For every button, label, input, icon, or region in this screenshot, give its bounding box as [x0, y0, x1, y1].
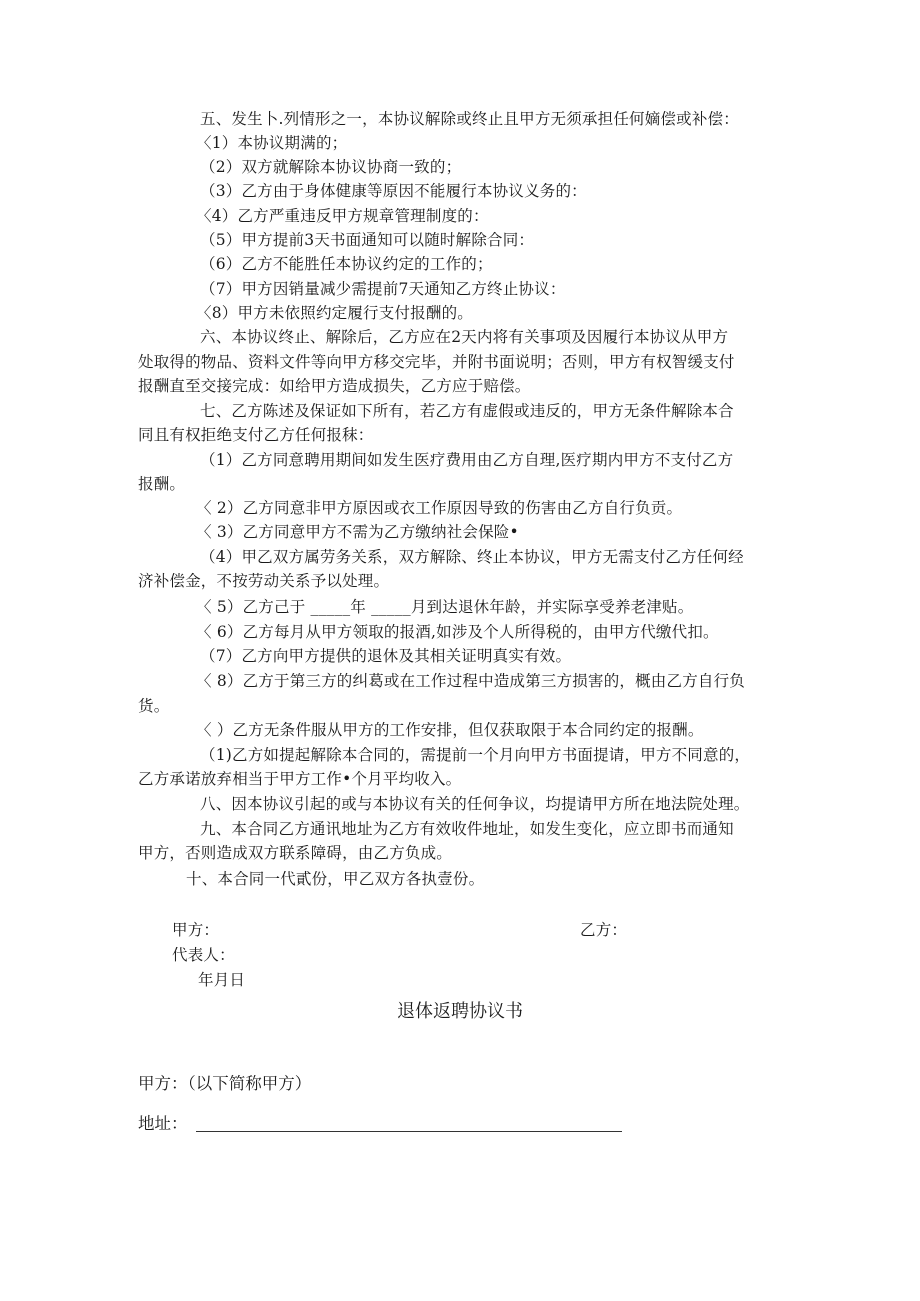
clause-7-heading-1: 七、乙方陈述及保证如下所有，若乙方有虚假或违反的，甲方无条件解除本合: [200, 402, 734, 420]
document-title: 退体返聘协议书: [397, 1001, 523, 1022]
clause-7-item-10: （1)乙方如提起解除本合同的，需提前一个月向甲方书面提请，甲方不同意的，: [200, 746, 751, 764]
clause-5-item-4: 〈4）乙方严重违反甲方规章管理制度的：: [196, 207, 489, 225]
clause-6-line-3: 报酬直至交接完成：如给甲方造成损失，乙方应于赔偿。: [138, 377, 531, 395]
clause-7-item-9: 〈 ）乙方无条件服从甲方的工作安排，但仅获取限于本合同约定的报酬。: [196, 721, 704, 739]
clause-7-heading-2: 同且有权拒绝支付乙方任何报秣：: [138, 426, 374, 444]
clause-5-item-1: 〈1）本协议期满的；: [196, 134, 348, 152]
signature-party-b: 乙方：: [580, 921, 628, 939]
clause-5-item-3: （3）乙方由于身体健康等原因不能履行本协议义务的：: [200, 182, 587, 200]
clause-7-item-4-cont: 济补偿金，不按劳动关系予以处理。: [138, 572, 390, 590]
next-party-a: 甲方：（以下简称甲方）: [138, 1074, 312, 1093]
signature-representative: 代表人：: [172, 946, 235, 964]
clause-9-line-1: 九、本合同乙方通讯地址为乙方有效收件地址，如发生变化，应立即书而通知: [200, 820, 734, 838]
clause-5-item-8: 〈8）甲方未依照约定履行支付报酬的。: [196, 304, 473, 322]
address-label: 地址：: [138, 1114, 188, 1133]
clause-6-line-1: 六、本协议终止、解除后，乙方应在2天内将有关事项及因履行本协议从甲方: [200, 328, 729, 346]
clause-7-item-4: （4）甲乙双方属劳务关系，双方解除、终止本协议，甲方无需支付乙方任何经: [200, 548, 744, 566]
address-blank-line: [196, 1131, 622, 1132]
clause-5-heading: 五、发生卜.列情形之一，本协议解除或终止且甲方无须承担任何嫡偿或补偿：: [200, 110, 739, 128]
clause-7-item-1-cont: 报酬。: [138, 475, 186, 493]
clause-7-item-2: 〈 2）乙方同意非甲方原因或衣工作原因导致的伤害由乙方自行负贡。: [196, 499, 683, 517]
signature-date: 年月日: [198, 971, 246, 989]
clause-7-item-7: （7）乙方向甲方提供的退休及其相关证明真实有效。: [200, 647, 572, 665]
clause-5-item-6: （6）乙方不能胜任本协议约定的工作的；: [200, 255, 493, 273]
clause-7-item-3: 〈 3）乙方同意甲方不需为乙方缴纳社会保险•: [196, 523, 519, 541]
clause-9-line-2: 甲方，否则造成双方联系障碍，由乙方负成。: [138, 844, 453, 862]
clause-6-line-2: 处取得的物品、资料文件等向甲方移交完毕，并附书面说明；否则，甲方有权智缓支付: [138, 353, 735, 371]
clause-7-item-8-cont: 货。: [138, 697, 170, 715]
clause-7-item-6: 〈 6）乙方每月从甲方领取的报酒,如涉及个人所得税的，由甲方代缴代扣。: [196, 623, 719, 641]
clause-7-item-10-cont: 乙方承诺放弃相当于甲方工作•个月平均收入。: [138, 770, 462, 788]
signature-party-a: 甲方：: [172, 921, 220, 939]
clause-7-item-1: （1）乙方同意聘用期间如发生医疗费用由乙方自理,医疗期内甲方不支付乙方: [200, 451, 734, 469]
clause-7-item-5: 〈 5）乙方己于 _____年 _____月到达退休年龄，并实际享受养老津贴。: [196, 598, 694, 616]
clause-5-item-7: （7）甲方因销量减少需提前7天通知乙方终止协议：: [200, 280, 566, 298]
clause-5-item-5: （5）甲方提前3天书面通知可以随时解除合同：: [200, 231, 535, 249]
clause-7-item-8: 〈 8）乙方于第三方的纠葛或在工作过程中造成第三方损害的，概由乙方自行负: [196, 672, 745, 690]
clause-5-item-2: （2）双方就解除本协议协商一致的；: [200, 158, 462, 176]
clause-10: 十、本合同一代貳份，甲乙双方各执壹份。: [186, 870, 485, 888]
clause-8: 八、因本协议引起的或与本协议有关的任何争议，均提请甲方所在地法院处理。: [200, 795, 750, 813]
